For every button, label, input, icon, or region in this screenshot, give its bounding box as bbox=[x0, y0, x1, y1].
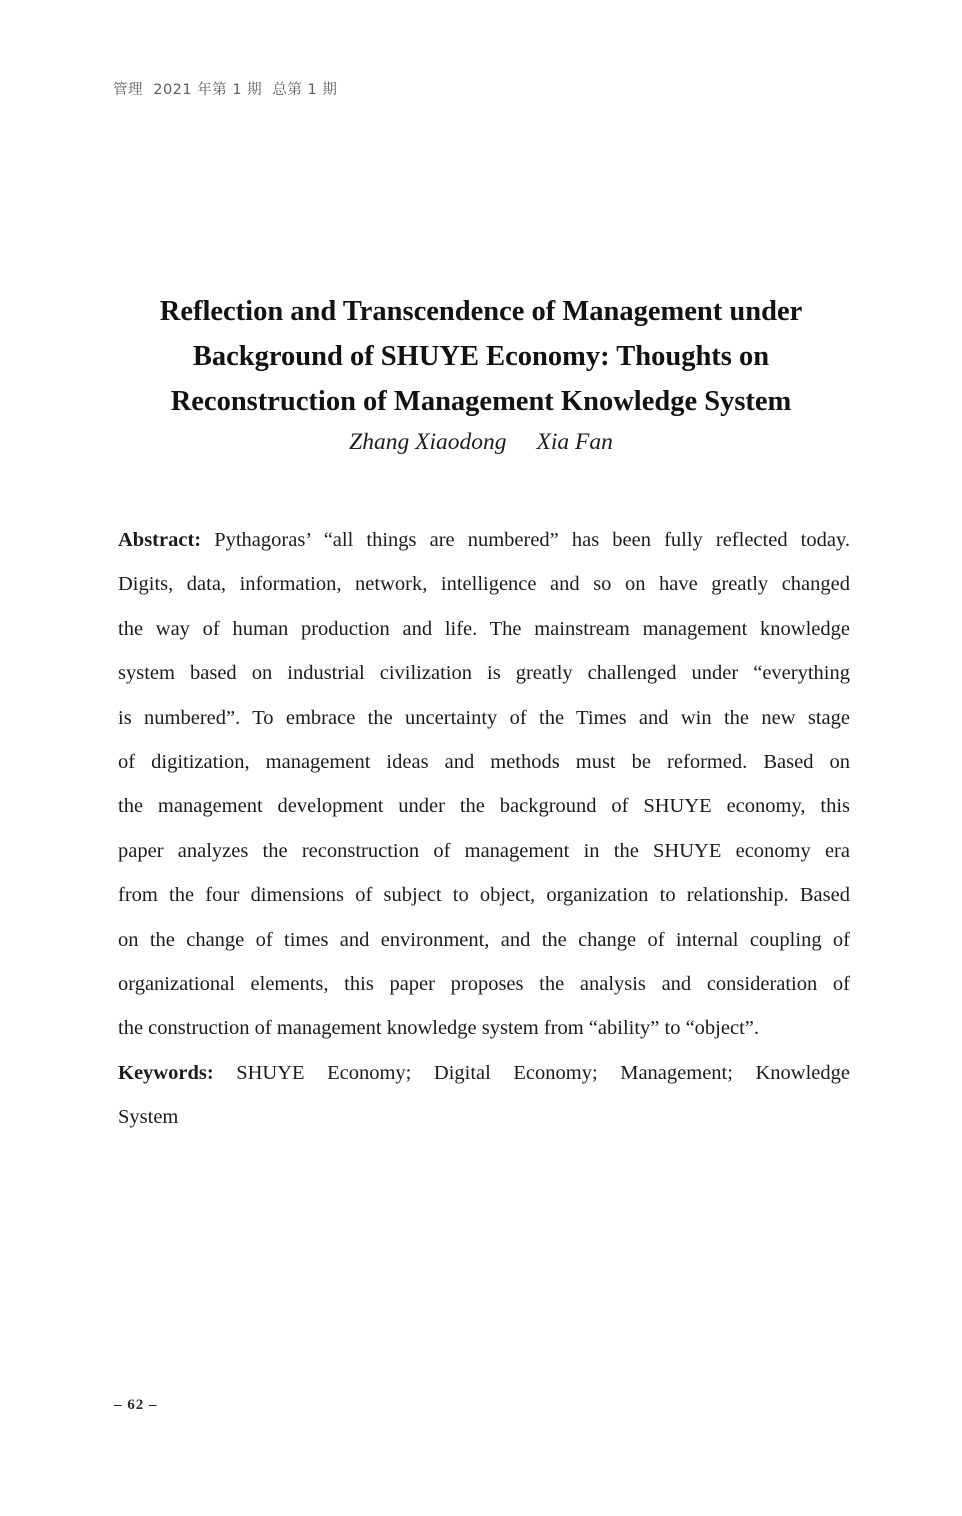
abstract-line: from the four dimensions of subject to object, organization to relationship. Based bbox=[118, 884, 850, 907]
abstract-text: Pythagoras’ “all things are numbered” has been fully reflected today. bbox=[201, 529, 850, 551]
authors bbox=[0, 429, 962, 456]
abstract-line: organizational elements, this paper proposes the analysis and consideration of bbox=[118, 973, 850, 996]
paper-title bbox=[0, 289, 962, 424]
author-name: Xia Fan bbox=[536, 429, 613, 455]
abstract-line: Digits, data, information, network, intelligence and so on have greatly changed bbox=[118, 573, 850, 596]
abstract-section bbox=[118, 518, 850, 1140]
abstract-line: the construction of management knowledge system from “ability” to “object”. bbox=[118, 1017, 759, 1040]
journal-issue-header: 管理 2021 年第 1 期 总第 1 期 bbox=[113, 82, 338, 98]
keywords-line: System bbox=[118, 1106, 179, 1129]
abstract-line: paper analyzes the reconstruction of management in the SHUYE economy era bbox=[118, 839, 850, 862]
page-number: – 62 – bbox=[114, 1397, 158, 1413]
keywords-text: SHUYE Economy; Digital Economy; Management; Knowledge bbox=[213, 1061, 850, 1084]
abstract-line: is numbered”. To embrace the uncertainty of the Times and win the new stage bbox=[118, 706, 850, 729]
abstract-line: the management development under the background of SHUYE economy, this bbox=[118, 795, 850, 818]
title-line: Reflection and Transcendence of Management under bbox=[159, 296, 803, 327]
title-line: Background of SHUYE Economy: Thoughts on bbox=[192, 341, 770, 372]
keywords-line bbox=[118, 1051, 850, 1095]
title-line: Reconstruction of Management Knowledge System bbox=[170, 386, 792, 417]
abstract-line: on the change of times and environment, and the change of internal coupling of bbox=[118, 928, 850, 951]
abstract-line bbox=[118, 518, 850, 562]
abstract-line: the way of human production and life. The mainstream management knowledge bbox=[118, 617, 850, 640]
abstract-label: Abstract: bbox=[118, 529, 202, 551]
abstract-line: of digitization, management ideas and methods must be reformed. Based on bbox=[118, 751, 850, 774]
keywords-label: Keywords: bbox=[118, 1061, 214, 1084]
author-name: Zhang Xiaodong bbox=[349, 429, 507, 455]
abstract-line: system based on industrial civilization is greatly challenged under “everything bbox=[118, 662, 850, 685]
